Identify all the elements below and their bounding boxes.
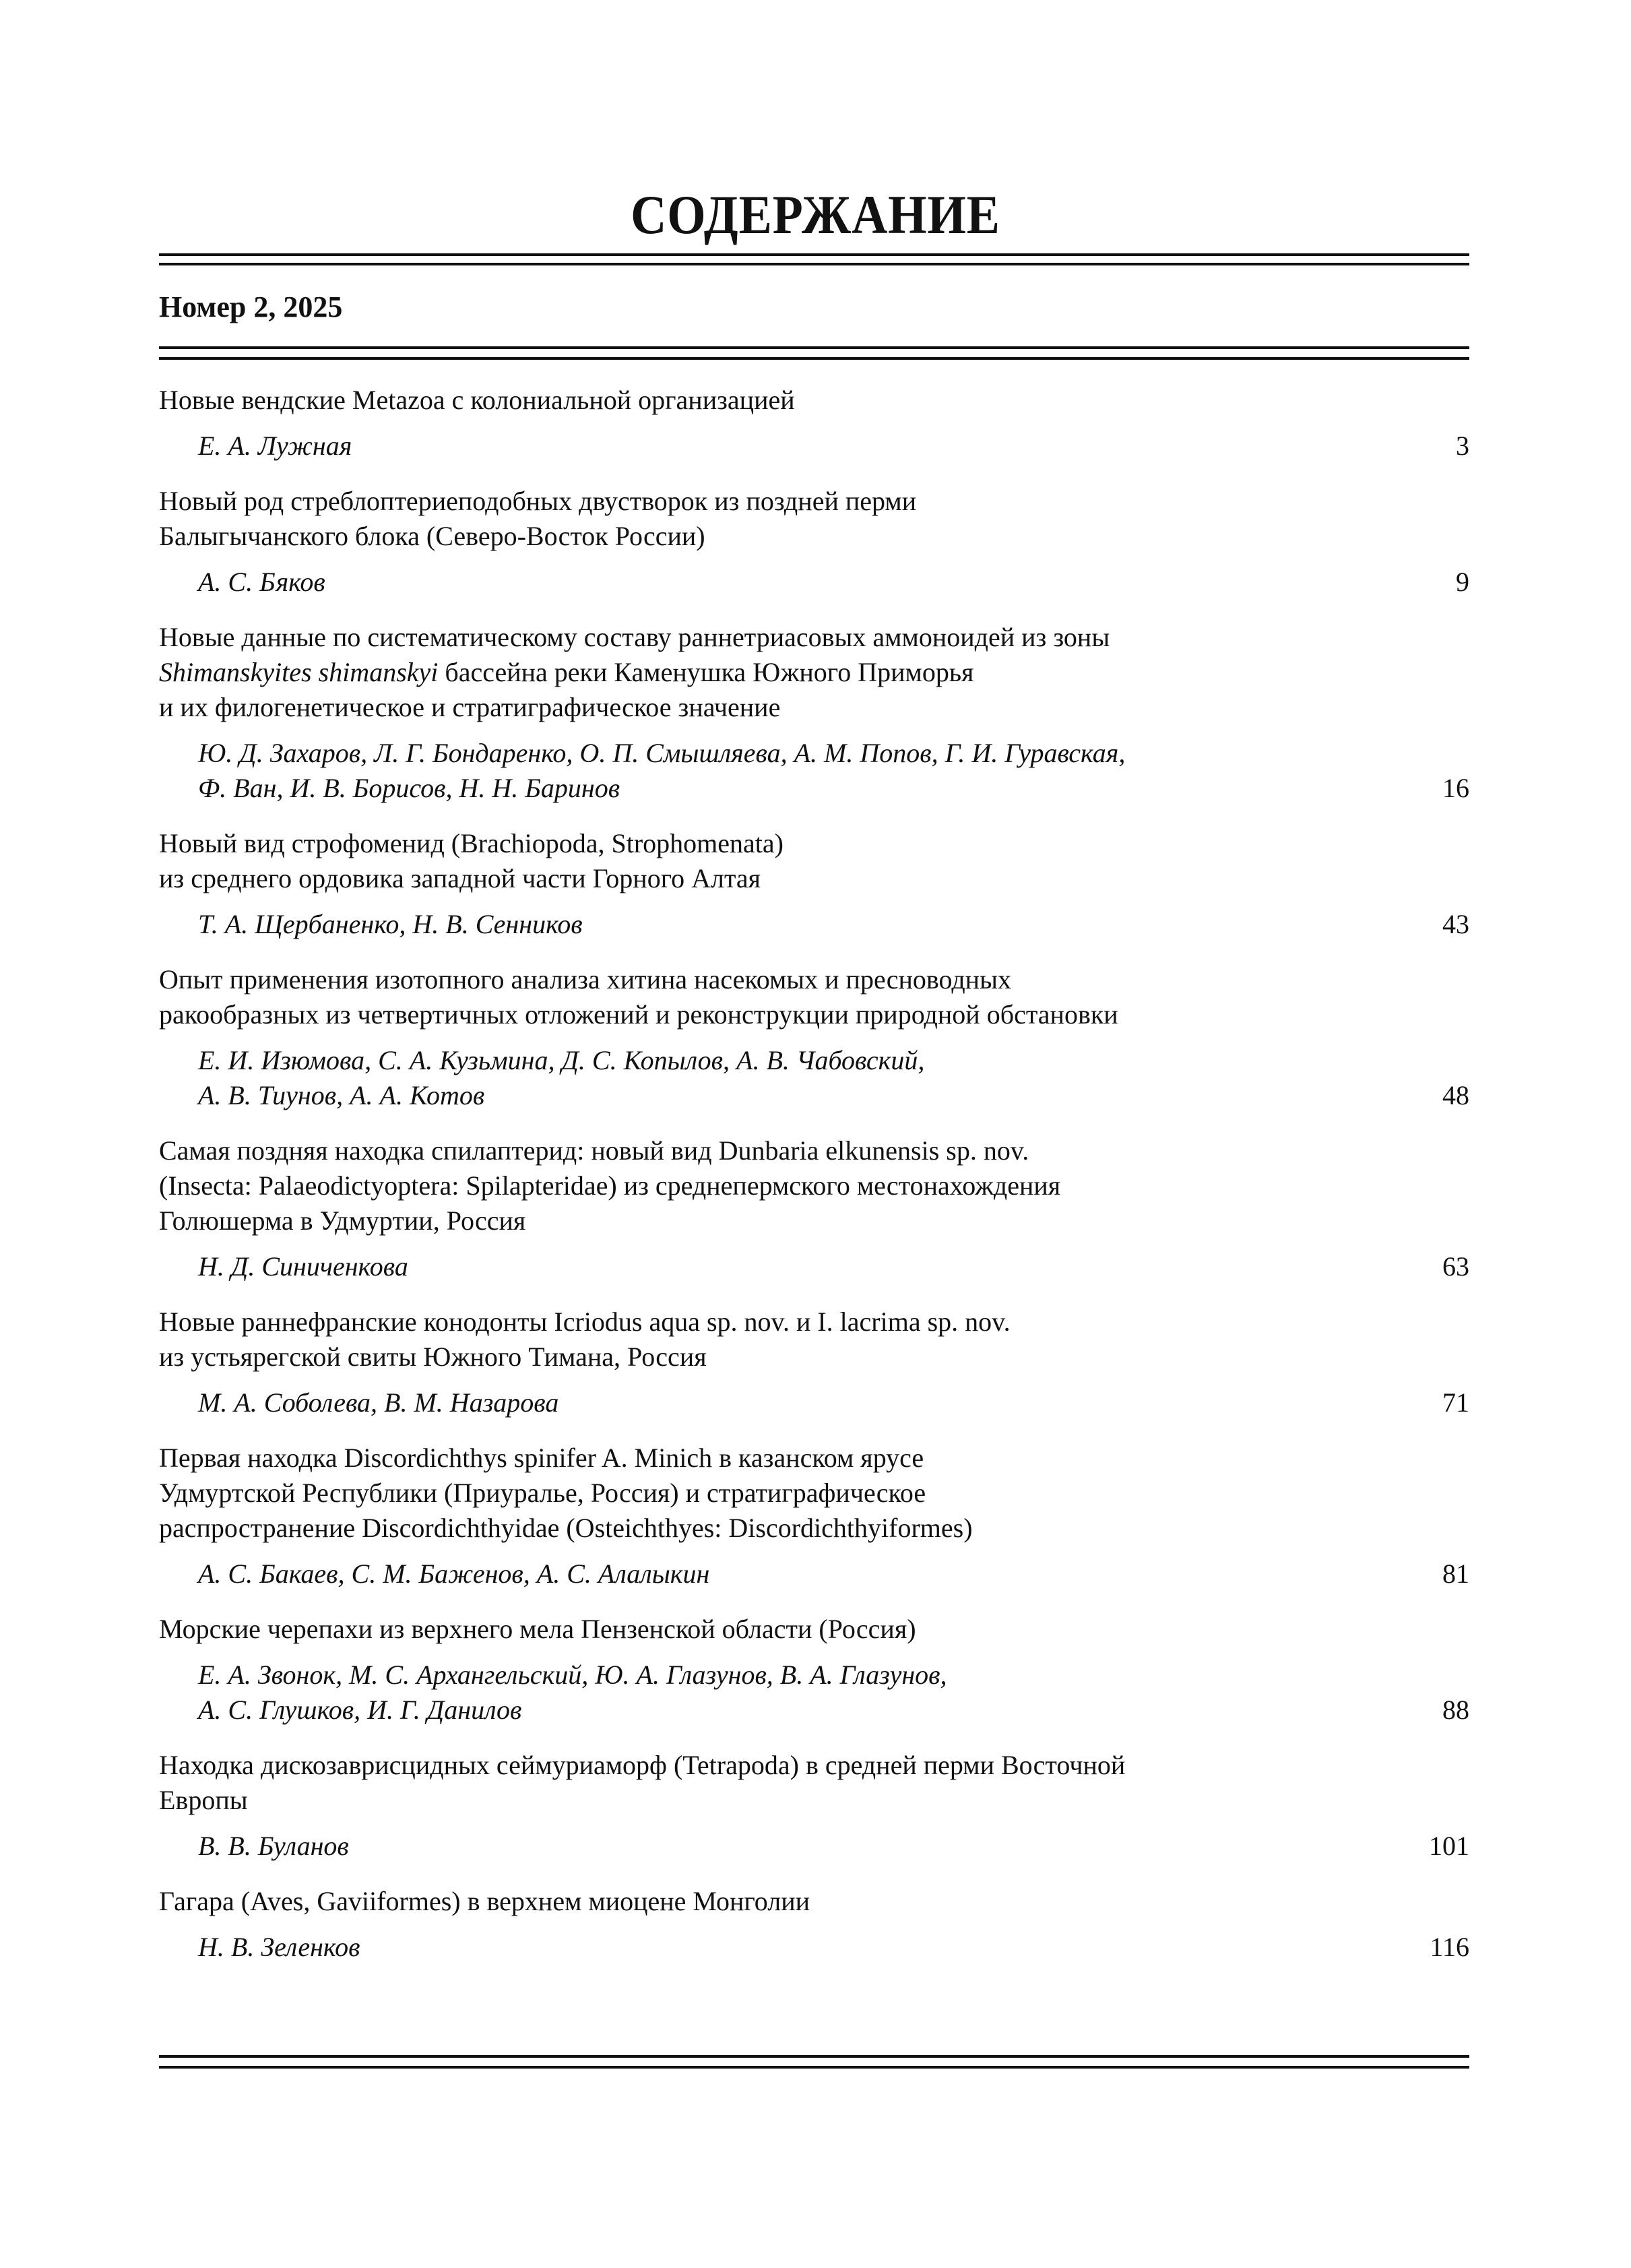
article-title[interactable]: [159, 1612, 1469, 1647]
article-authors: [159, 1930, 1469, 1965]
article-title-line: из устьярегской свиты Южного Тимана, Россия: [159, 1342, 707, 1372]
article-title-line: Голюшерма в Удмуртии, Россия: [159, 1205, 526, 1236]
article-authors: [159, 1556, 1469, 1592]
article-title[interactable]: [159, 620, 1469, 725]
authors-line: А. С. Бакаев, С. М. Баженов, А. С. Алалыкин: [198, 1558, 710, 1589]
article-authors: [159, 907, 1469, 942]
article-title-line: Новые раннефранские конодонты Icriodus aqua sp. nov. и I. lacrima sp. nov.: [159, 1306, 1011, 1337]
article-title-line: (Insecta: Palaeodictyoptera: Spilapteridae) из среднепермского местонахождения: [159, 1170, 1061, 1201]
article-authors: [159, 1043, 1469, 1113]
authors-line: В. В. Буланов: [198, 1831, 349, 1861]
page-number[interactable]: 48: [1442, 1080, 1469, 1110]
authors-line: Н. Д. Синиченкова: [198, 1251, 408, 1282]
article-title[interactable]: [159, 1304, 1469, 1375]
bottom-rule-2: [159, 2066, 1469, 2069]
toc-entry[interactable]: [159, 1133, 1469, 1284]
article-title[interactable]: [159, 484, 1469, 554]
article-title[interactable]: [159, 1441, 1469, 1546]
page-title: СОДЕРЖАНИЕ: [631, 184, 1000, 245]
article-title-line: ракообразных из четвертичных отложений и реконструкции природной обстановки: [159, 999, 1118, 1030]
article-authors: [159, 1658, 1469, 1728]
article-title-line: Новые вендские Metazoa с колониальной организацией: [159, 385, 795, 415]
toc-entry[interactable]: [159, 1748, 1469, 1864]
authors-line: А. С. Бяков: [198, 567, 325, 597]
page-number[interactable]: 101: [1429, 1831, 1469, 1861]
issue-label: Номер 2, 2025: [159, 290, 343, 323]
article-title-line: Европы: [159, 1785, 248, 1815]
article-authors: [159, 1385, 1469, 1420]
issue-rule-1: [159, 346, 1469, 349]
authors-line: Т. А. Щербаненко, Н. В. Сенников: [198, 909, 583, 939]
article-title-line: из среднего ордовика западной части Горного Алтая: [159, 863, 761, 893]
article-authors: [159, 736, 1469, 806]
page-number[interactable]: 43: [1442, 909, 1469, 939]
authors-line: Ф. Ван, И. В. Борисов, Н. Н. Баринов: [198, 773, 620, 803]
article-title[interactable]: [159, 1884, 1469, 1919]
article-title[interactable]: [159, 383, 1469, 418]
authors-line: Е. И. Изюмова, С. А. Кузьмина, Д. С. Копылов, А. В. Чабовский,: [198, 1045, 925, 1075]
article-title-line: Находка дискозаврисцидных сеймуриаморф (Tetrapoda) в средней перми Восточной: [159, 1750, 1126, 1780]
page-number[interactable]: 3: [1456, 431, 1469, 461]
article-title-line: Самая поздняя находка спилаптерид: новый вид Dunbaria elkunensis sp. nov.: [159, 1135, 1029, 1166]
table-of-contents: [159, 383, 1469, 1985]
article-title-line: Балыгычанского блока (Северо-Восток России): [159, 521, 705, 551]
article-title-line: Гагара (Aves, Gaviiformes) в верхнем миоцене Монголии: [159, 1886, 810, 1916]
article-title-line: Удмуртской Республики (Приуралье, Россия) и стратиграфическое: [159, 1478, 926, 1508]
article-authors: [159, 565, 1469, 600]
top-rule-1: [159, 253, 1469, 256]
article-title[interactable]: [159, 1133, 1469, 1238]
authors-line: Н. В. Зеленков: [198, 1932, 360, 1962]
article-title-line: Опыт применения изотопного анализа хитина насекомых и пресноводных: [159, 964, 1011, 995]
toc-entry[interactable]: [159, 383, 1469, 464]
article-title-line: Shimanskyites shimanskyi бассейна реки Каменушка Южного Приморья: [159, 657, 974, 687]
article-title-line: и их филогенетическое и стратиграфическое значение: [159, 692, 781, 722]
toc-entry[interactable]: [159, 1441, 1469, 1592]
article-title-line: Морские черепахи из верхнего мела Пензенской области (Россия): [159, 1614, 916, 1644]
authors-line: Ю. Д. Захаров, Л. Г. Бондаренко, О. П. Смышляева, А. М. Попов, Г. И. Гуравская,: [198, 738, 1126, 768]
authors-line: Е. А. Звонок, М. С. Архангельский, Ю. А. Глазунов, В. А. Глазунов,: [198, 1660, 947, 1690]
page-number[interactable]: 9: [1456, 567, 1469, 597]
authors-line: А. С. Глушков, И. Г. Данилов: [198, 1695, 522, 1725]
toc-entry[interactable]: [159, 1612, 1469, 1728]
toc-entry[interactable]: [159, 1304, 1469, 1420]
toc-entry[interactable]: [159, 620, 1469, 806]
article-title-line: Новый вид строфоменид (Brachiopoda, Strophomenata): [159, 828, 783, 858]
top-rule-2: [159, 263, 1469, 265]
authors-line: Е. А. Лужная: [198, 431, 352, 461]
page-number[interactable]: 16: [1442, 773, 1469, 803]
page-number[interactable]: 71: [1442, 1387, 1469, 1418]
article-title-line: Первая находка Discordichthys spinifer A. Minich в казанском ярусе: [159, 1443, 924, 1473]
toc-entry[interactable]: [159, 484, 1469, 600]
article-title[interactable]: [159, 826, 1469, 896]
article-authors: [159, 429, 1469, 464]
authors-line: А. В. Тиунов, А. А. Котов: [198, 1080, 485, 1110]
authors-line: М. А. Соболева, В. М. Назарова: [198, 1387, 559, 1418]
page-number[interactable]: 81: [1442, 1558, 1469, 1589]
page-number[interactable]: 116: [1430, 1932, 1469, 1962]
article-authors: [159, 1249, 1469, 1284]
article-title[interactable]: [159, 962, 1469, 1032]
species-name: Shimanskyites shimanskyi: [159, 657, 439, 687]
toc-entry[interactable]: [159, 826, 1469, 942]
toc-entry[interactable]: [159, 962, 1469, 1113]
bottom-rule-1: [159, 2055, 1469, 2058]
article-authors: [159, 1829, 1469, 1864]
article-title[interactable]: [159, 1748, 1469, 1818]
page-number[interactable]: 63: [1442, 1251, 1469, 1282]
article-title-line: Новый род стреблоптериеподобных двустворок из поздней перми: [159, 486, 917, 516]
toc-entry[interactable]: [159, 1884, 1469, 1965]
page-number[interactable]: 88: [1442, 1695, 1469, 1725]
article-title-line: распространение Discordichthyidae (Osteichthyes: Discordichthyiformes): [159, 1513, 973, 1543]
article-title-line: Новые данные по систематическому составу раннетриасовых аммоноидей из зоны: [159, 622, 1110, 652]
issue-rule-2: [159, 357, 1469, 360]
